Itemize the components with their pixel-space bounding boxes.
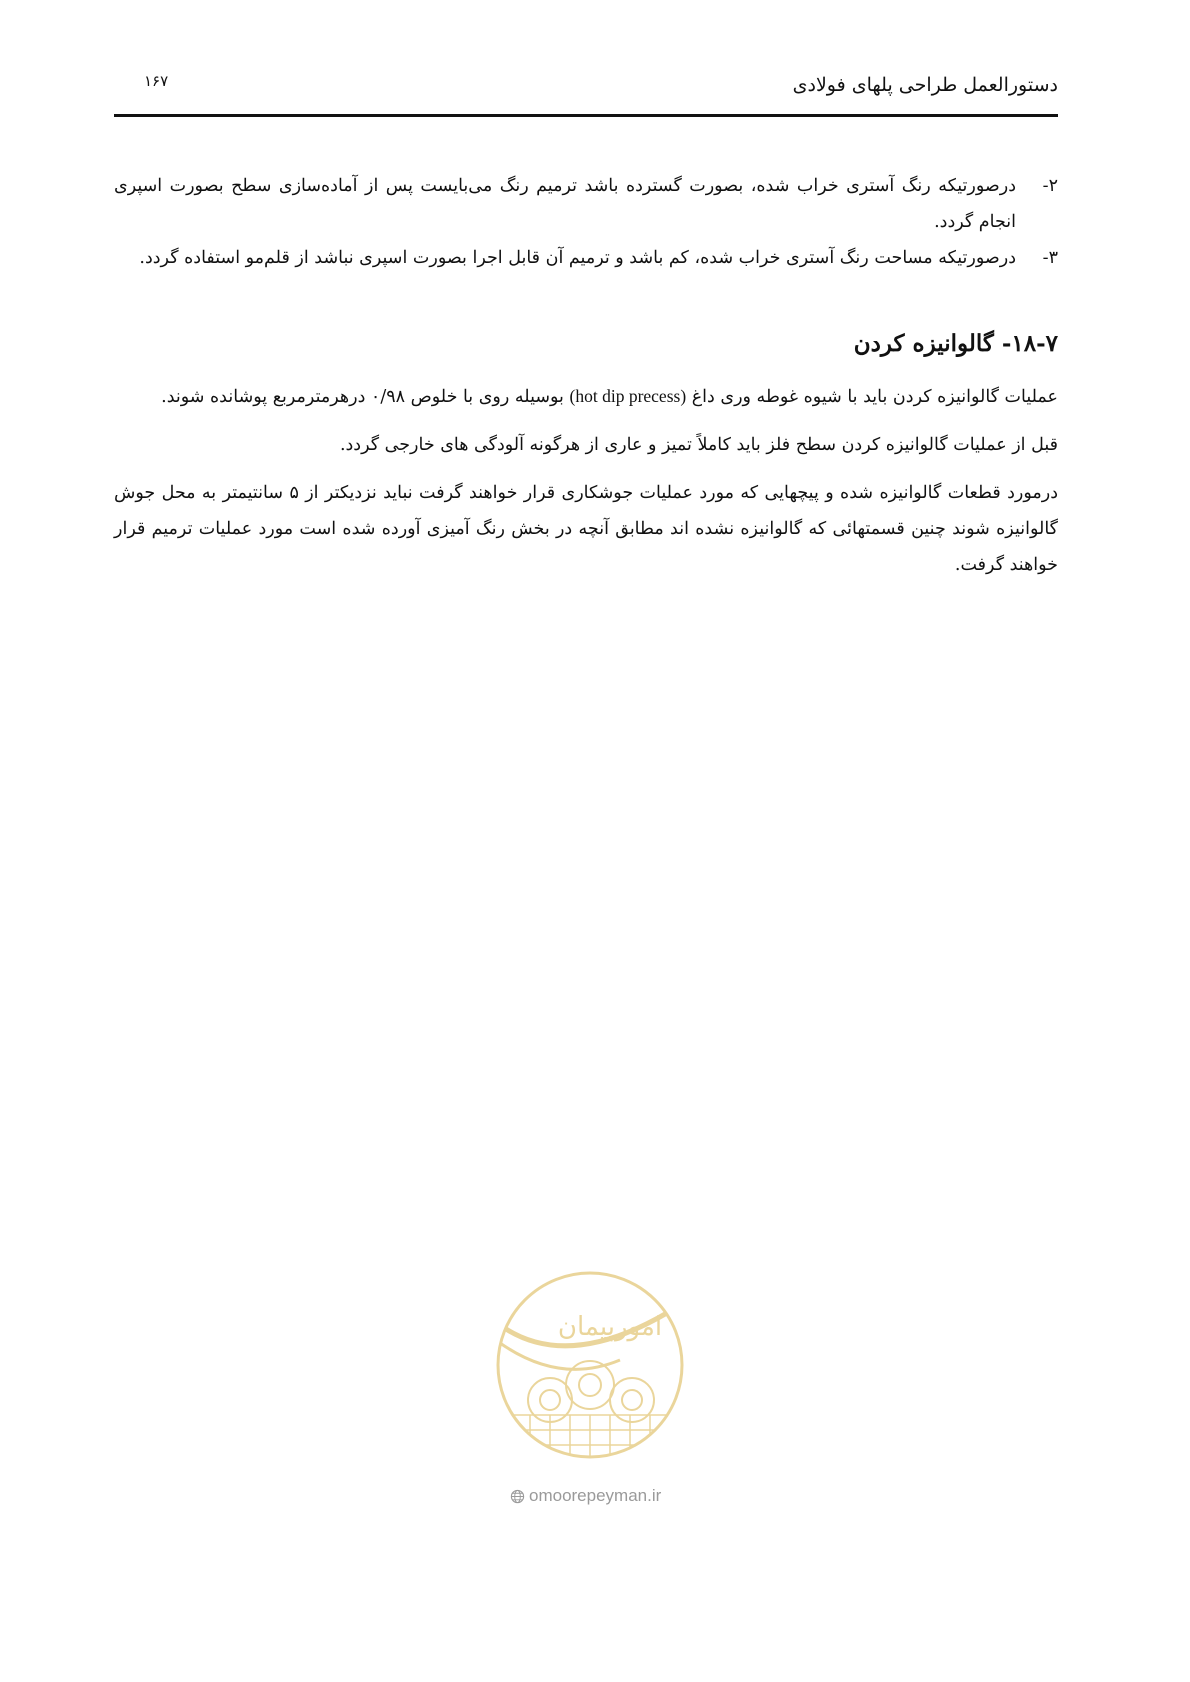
page-content xyxy=(114,168,1058,595)
list-item-text: درصورتیکه رنگ آستری خراب شده، بصورت گسترده باشد ترمیم رنگ می‌بایست پس از آماده‌سازی سطح بصورت اسپری انجام گردد. xyxy=(114,176,1016,232)
watermark-logo-text: امورپیمان xyxy=(557,1312,663,1342)
list-item xyxy=(114,240,1058,276)
gear-icon xyxy=(528,1361,654,1422)
watermark-logo xyxy=(490,1265,690,1465)
running-title: دستورالعمل طراحی پلهای فولادی xyxy=(792,74,1058,96)
paragraph-surface-cleaning: قبل از عملیات گالوانیزه کردن سطح فلز باید کاملاً تمیز و عاری از هرگونه آلودگی های خارجی گردد. xyxy=(339,435,1058,455)
watermark-url-text: omoorepeyman.ir xyxy=(529,1486,662,1505)
page-number: ۱۶۷ xyxy=(144,72,169,90)
paragraph-galvanizing-method xyxy=(114,378,1058,415)
globe-icon xyxy=(510,1489,525,1504)
paragraph-text: عملیات گالوانیزه کردن باید با شیوه غوطه وری داغ xyxy=(691,387,1058,407)
watermark-url xyxy=(510,1486,690,1506)
paragraph-welded-parts: درمورد قطعات گالوانیزه شده و پیچهایی که مورد عملیات جوشکاری قرار خواهند گرفت نباید نزدیکتر از ۵ سانتیمتر به محل جوش گالوانیزه شوند چنین قسمتهائی که گالوانیزه نشده اند مطابق آنچه در بخش رنگ آمیزی آورده شده است مورد عملیات ترمیم قرار خواهند گرفت. xyxy=(114,483,1058,575)
section-heading: ۱۸-۷- گالوانیزه کردن xyxy=(853,330,1058,357)
paragraph-text: بوسیله روی با خلوص ۰/۹۸ درهرمترمربع پوشانده شوند. xyxy=(161,387,564,407)
list-item-number: ۳- xyxy=(1042,248,1058,268)
english-term: (hot dip precess) xyxy=(569,386,687,406)
page-header xyxy=(114,68,1058,117)
list-item xyxy=(114,168,1058,240)
list-item-number: ۲- xyxy=(1042,176,1058,196)
list-item-text: درصورتیکه مساحت رنگ آستری خراب شده، کم باشد و ترمیم آن قابل اجرا بصورت اسپری نباشد از قلم‌مو استفاده گردد. xyxy=(139,248,1016,268)
numbered-list xyxy=(114,168,1058,276)
